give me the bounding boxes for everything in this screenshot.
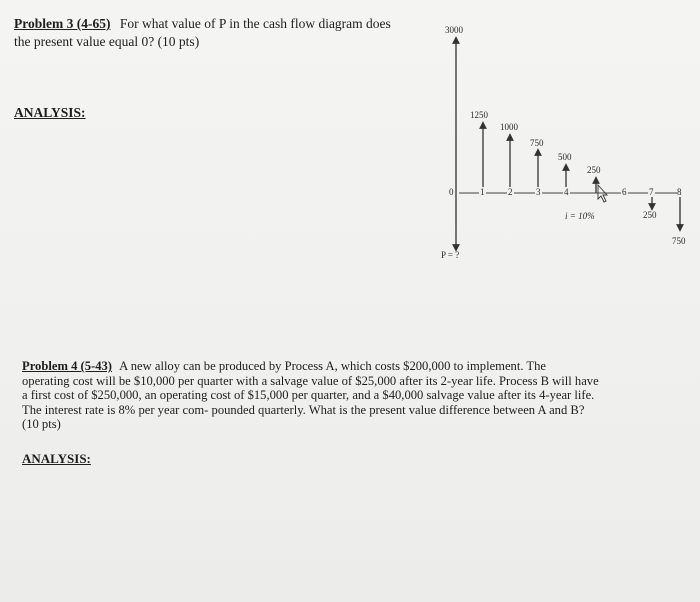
- problem3-question-line1: For what value of P in the cash flow diagram does: [119, 16, 391, 31]
- label-250-up: 250: [587, 165, 601, 175]
- period-0: 0: [449, 187, 454, 197]
- period-8: 8: [677, 187, 682, 197]
- label-3000: 3000: [445, 25, 463, 35]
- problem4-line2: operating cost will be $10,000 per quarter with a salvage value of $25,000 after its 2-year life. Process B will have: [22, 373, 599, 388]
- problem4-line3: a first cost of $250,000, an operating cost of $15,000 per quarter, and a $40,000 salvage value after its 4-year life.: [22, 388, 595, 403]
- interest-rate-label: i = 10%: [565, 211, 595, 221]
- label-750: 750: [530, 138, 544, 148]
- label-1250: 1250: [470, 110, 488, 120]
- label-500: 500: [558, 152, 572, 162]
- problem4-label: Problem 4 (5-43): [22, 359, 113, 373]
- problem4-analysis-heading: ANALYSIS:: [22, 451, 91, 466]
- period-6: 6: [622, 187, 627, 197]
- problem3-analysis-heading: ANALYSIS:: [14, 105, 86, 120]
- label-250-down: 250: [643, 210, 657, 220]
- period-7: 7: [649, 187, 654, 197]
- problem4-line1: A new alloy can be produced by Process A, which costs $200,000 to implement. The: [119, 359, 546, 373]
- problem3-label: Problem 3 (4-65): [14, 16, 111, 31]
- problem4-line4: The interest rate is 8% per year com- pounded quarterly. What is the present value difference between A and B?: [22, 402, 585, 417]
- label-750-down: 750: [672, 236, 686, 246]
- period-4: 4: [564, 187, 569, 197]
- problem4-paragraph: [22, 359, 682, 432]
- period-2: 2: [508, 187, 513, 197]
- period-1: 1: [480, 187, 485, 197]
- problem3-question-line2: the present value equal 0? (10 pts): [14, 34, 200, 49]
- period-3: 3: [536, 187, 541, 197]
- label-1000: 1000: [500, 122, 518, 132]
- problem4-line5: (10 pts): [22, 417, 61, 432]
- present-value-label: P = ?: [441, 250, 460, 260]
